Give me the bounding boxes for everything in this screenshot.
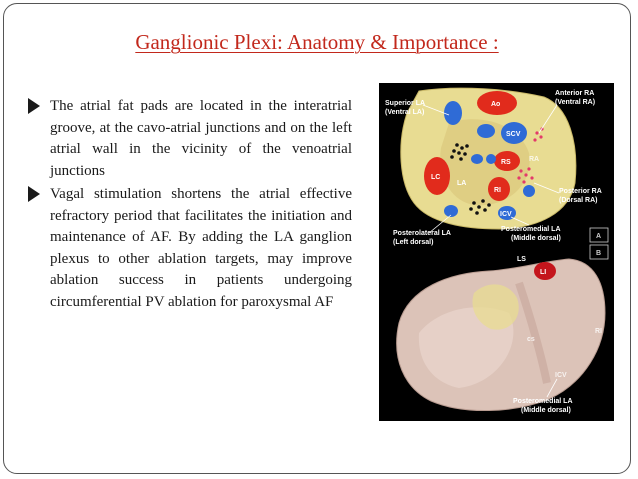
bullet-text: The atrial fat pads are located in the interatrial groove, at the cavo-atrial junctions and on the left atrial wall in the vicinity of the venoatrial junctions xyxy=(50,98,352,179)
panel-a-label: A xyxy=(596,233,602,240)
label-ra: RA xyxy=(529,156,540,163)
blue-marker xyxy=(486,154,496,164)
label-posteromedial-la-sub: (Middle dorsal) xyxy=(511,235,561,242)
blue-marker xyxy=(471,154,483,164)
label-cs: cs xyxy=(527,336,535,343)
label-icv: ICV xyxy=(500,211,512,218)
heart-anatomy-svg xyxy=(379,83,614,421)
label-posterior-ra: Posterior RA xyxy=(559,188,602,195)
label-rs: RS xyxy=(501,159,511,166)
label-lc: LC xyxy=(431,174,441,181)
label-posterolateral-la-sub: (Left dorsal) xyxy=(393,239,434,246)
heart-anatomy-figure xyxy=(379,83,614,421)
panel-b-label: B xyxy=(596,250,602,257)
label-anterior-ra-sub: (Ventral RA) xyxy=(555,99,596,106)
label-icv-bottom: ICV xyxy=(555,372,567,379)
bullet-item xyxy=(26,184,352,313)
label-la: LA xyxy=(457,180,467,187)
label-scv: SCV xyxy=(506,131,521,138)
label-li: LI xyxy=(540,269,547,276)
label-posteromedial-la-bottom-sub: (Middle dorsal) xyxy=(521,407,571,414)
superior-la-marker xyxy=(444,101,462,125)
label-posterolateral-la: Posterolateral LA xyxy=(393,230,451,237)
label-superior-la: Superior LA xyxy=(385,100,426,107)
label-ri-bottom: RI xyxy=(595,328,602,335)
bullet-arrow-icon xyxy=(28,98,40,114)
blue-marker xyxy=(477,124,495,138)
blue-marker xyxy=(523,185,535,197)
label-superior-la-sub: (Ventral LA) xyxy=(385,109,425,116)
label-posteromedial-la: Posteromedial LA xyxy=(501,226,561,233)
bullet-text: Vagal stimulation shortens the atrial effective refractory period that facilitates the initiation and maintenance of AF. By adding the LA ganglion plexus to other ablation targets, may improve ablation success in patients undergoing circumferential PV ablation for paroxysmal AF xyxy=(50,186,352,310)
slide-title: Ganglionic Plexi: Anatomy & Importance : xyxy=(135,30,499,54)
bullet-list xyxy=(26,96,352,315)
label-posterior-ra-sub: (Dorsal RA) xyxy=(559,197,598,204)
slide xyxy=(3,3,631,474)
bullet-arrow-icon xyxy=(28,186,40,202)
label-ls: LS xyxy=(517,256,526,263)
label-ao: Ao xyxy=(491,101,501,108)
label-ri: RI xyxy=(494,187,501,194)
bullet-item xyxy=(26,96,352,182)
label-anterior-ra: Anterior RA xyxy=(555,90,595,97)
label-posteromedial-la-bottom: Posteromedial LA xyxy=(513,398,573,405)
